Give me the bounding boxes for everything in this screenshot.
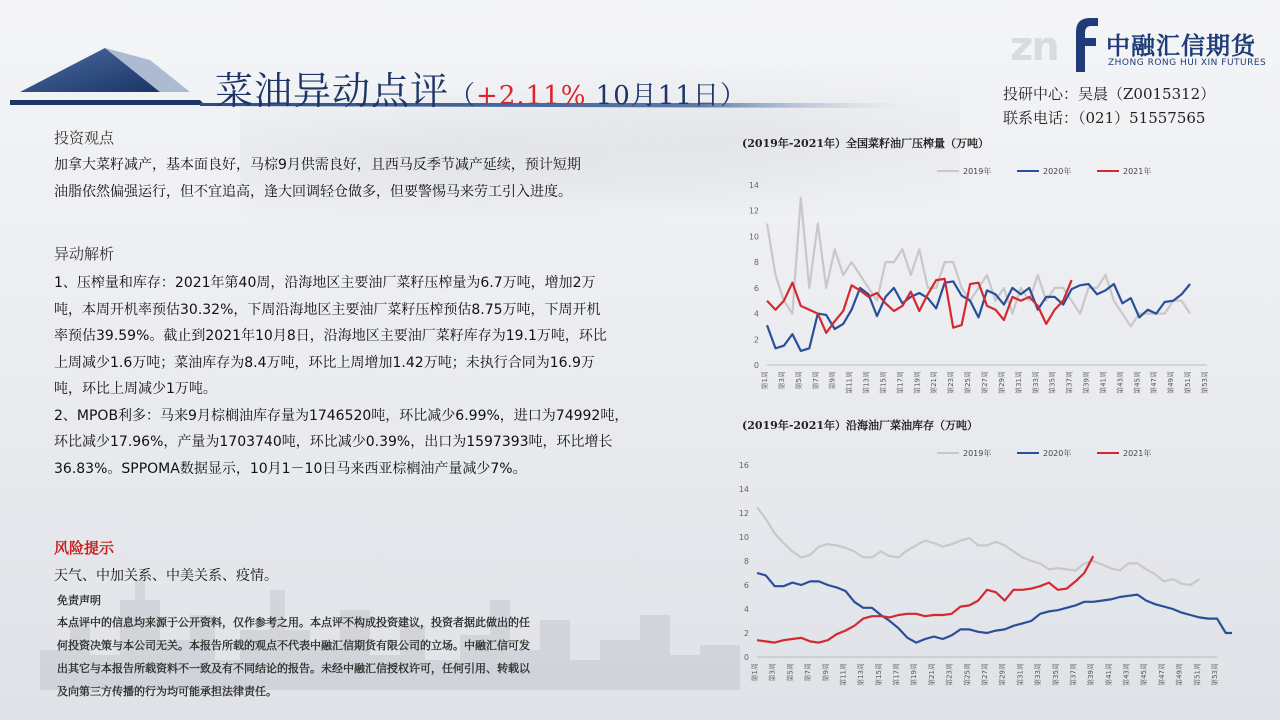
disclaimer-heading: 免责声明 — [57, 594, 101, 607]
x-tick-label: 第3周 — [777, 371, 786, 390]
oil-inventory-chart — [732, 417, 1232, 707]
series-line — [767, 279, 1072, 333]
x-tick-label: 第21周 — [927, 663, 936, 686]
x-tick-label: 第29周 — [998, 663, 1007, 686]
disclaimer-line: 本点评中的信息均来源于公开资料，仅作参考之用。本点评不构成投资建议，投资者据此做出的任 — [57, 616, 530, 629]
legend-label: 2019年 — [963, 449, 992, 458]
x-tick-label: 第49周 — [1175, 663, 1184, 686]
logo-zn-mark: zn — [1010, 24, 1058, 70]
x-tick-label: 第27周 — [981, 663, 989, 686]
x-tick-label: 第17周 — [892, 663, 901, 686]
price-change: +2.11% — [476, 81, 587, 111]
risk-heading: 风险提示 — [54, 539, 115, 557]
phone-line: 联系电话：（021）51557565 — [1003, 109, 1206, 127]
legend-label: 2019年 — [963, 167, 992, 176]
x-tick-label: 第49周 — [1167, 371, 1176, 394]
y-tick-label: 2 — [753, 335, 759, 345]
analysis-line: 吨，本周开机率预估30.32%，下周沿海地区主要油厂菜籽压榨预估8.75万吨，下周开机 — [54, 301, 601, 318]
x-tick-label: 第43周 — [1122, 663, 1131, 686]
contact-info — [1003, 82, 1215, 130]
legend-label: 2020年 — [1043, 167, 1072, 176]
series-line — [767, 281, 1190, 351]
x-tick-label: 第3周 — [768, 663, 777, 682]
x-tick-label: 第19周 — [913, 371, 922, 394]
y-tick-label: 6 — [753, 283, 759, 293]
y-tick-label: 10 — [748, 232, 759, 242]
x-tick-label: 第11周 — [839, 663, 848, 686]
x-tick-label: 第41周 — [1104, 663, 1113, 686]
analysis-line: 上周减少1.6万吨；菜油库存为8.4万吨，环比上周增加1.42万吨；未执行合同为16.9万 — [54, 354, 595, 371]
x-tick-label: 第15周 — [874, 663, 883, 686]
x-tick-label: 第1周 — [751, 663, 759, 682]
x-tick-label: 第25周 — [963, 663, 972, 686]
y-tick-label: 4 — [743, 605, 749, 614]
x-tick-label: 第21周 — [930, 371, 939, 394]
y-tick-label: 12 — [748, 206, 759, 216]
x-tick-label: 第37周 — [1069, 663, 1078, 686]
x-tick-label: 第47周 — [1157, 663, 1166, 686]
y-tick-label: 4 — [753, 309, 759, 319]
oil-inventory-plot — [732, 417, 1232, 707]
y-tick-label: 14 — [748, 181, 759, 190]
logo-name-cn: 中融汇信期货 — [1106, 32, 1256, 60]
x-tick-label: 第51周 — [1193, 663, 1202, 686]
x-tick-label: 第45周 — [1133, 371, 1142, 394]
analysis-heading: 异动解析 — [54, 245, 115, 263]
y-tick-label: 6 — [743, 581, 749, 590]
y-tick-label: 10 — [738, 533, 749, 542]
researcher-line: 投研中心：吴晨（Z0015312） — [1003, 85, 1216, 103]
x-tick-label: 第9周 — [828, 371, 837, 390]
x-tick-label: 第43周 — [1116, 371, 1125, 394]
x-tick-label: 第47周 — [1150, 371, 1159, 394]
x-tick-label: 第51周 — [1184, 371, 1193, 394]
legend-label: 2021年 — [1123, 449, 1152, 458]
crush-volume-plot — [732, 135, 1232, 400]
y-tick-label: 2 — [743, 629, 749, 638]
series-line — [757, 507, 1199, 585]
legend-label: 2020年 — [1043, 449, 1072, 458]
y-tick-label: 12 — [738, 509, 749, 518]
legend-label: 2021年 — [1123, 167, 1152, 176]
x-tick-label: 第5周 — [786, 663, 795, 682]
x-tick-label: 第25周 — [964, 371, 973, 394]
analysis-line: 36.83%。SPPOMA数据显示，10月1－10日马来西亚棕榈油产量减少7%。 — [54, 460, 527, 477]
x-tick-label: 第33周 — [1034, 663, 1043, 686]
x-tick-label: 第29周 — [997, 371, 1006, 394]
x-tick-label: 第31周 — [1014, 371, 1023, 394]
y-tick-label: 0 — [743, 653, 749, 662]
views-line: 加拿大菜籽减产，基本面良好，马棕9月供需良好，且西马反季节减产延续，预计短期 — [54, 157, 581, 173]
views-heading: 投资观点 — [54, 129, 115, 147]
views-line: 油脂依然偏强运行，但不宜追高，逢大回调轻仓做多，但要警惕马来劳工引入进度。 — [54, 183, 572, 200]
x-tick-label: 第37周 — [1065, 371, 1074, 394]
x-tick-label: 第1周 — [761, 371, 769, 390]
title-paren-close: ） — [719, 81, 747, 111]
x-tick-label: 第53周 — [1201, 371, 1209, 394]
page-title — [215, 60, 747, 115]
chart-title: (2019年-2021年）沿海油厂菜油库存（万吨） — [742, 419, 978, 432]
disclaimer-line: 何投资决策与本公司无关。本报告所载的观点不代表中融汇信期货有限公司的立场。中融汇信可发 — [57, 639, 530, 652]
series-line — [757, 573, 1232, 643]
analysis-line: 2、MPOB利多：马来9月棕榈油库存量为1746520吨，环比减少6.99%，进口为74992吨， — [54, 407, 629, 424]
logo-name-en: ZHONG RONG HUI XIN FUTURES — [1108, 58, 1267, 68]
chart-title: (2019年-2021年）全国菜籽油厂压榨量（万吨） — [742, 137, 989, 150]
y-tick-label: 8 — [753, 258, 759, 268]
x-tick-label: 第11周 — [845, 371, 854, 394]
x-tick-label: 第5周 — [794, 371, 803, 390]
x-tick-label: 第9周 — [821, 663, 830, 682]
x-tick-label: 第45周 — [1140, 663, 1149, 686]
crush-volume-chart — [732, 135, 1232, 400]
analysis-line: 1、压榨量和库存：2021年第40周，沿海地区主要油厂菜籽压榨量为6.7万吨，增加2万 — [54, 275, 596, 291]
analysis-line: 率预估39.59%。截止到2021年10月8日，沿海地区主要油厂菜籽库存为19.1万吨，环比 — [54, 328, 607, 344]
x-tick-label: 第39周 — [1082, 371, 1091, 394]
y-tick-label: 16 — [738, 461, 749, 470]
y-tick-label: 8 — [743, 557, 749, 566]
title-text: 菜油异动点评 — [215, 69, 450, 113]
series-line — [757, 556, 1093, 642]
title-paren-open: （ — [449, 81, 477, 111]
x-tick-label: 第7周 — [804, 663, 813, 682]
x-tick-label: 第35周 — [1051, 663, 1060, 686]
x-tick-label: 第15周 — [879, 371, 888, 394]
disclaimer-line: 出其它与本报告所载资料不一致及有不同结论的报告。未经中融汇信授权许可，任何引用、转载以 — [57, 662, 530, 675]
y-tick-label: 14 — [738, 485, 749, 494]
x-tick-label: 第41周 — [1099, 371, 1108, 394]
risk-text: 天气、中加关系、中美关系、疫情。 — [54, 568, 278, 584]
analysis-line: 吨，环比上周减少1万吨。 — [54, 381, 217, 397]
x-tick-label: 第23周 — [947, 371, 956, 394]
x-tick-label: 第39周 — [1087, 663, 1096, 686]
views-body — [54, 152, 581, 205]
x-tick-label: 第13周 — [857, 663, 866, 686]
disclaimer-line: 及向第三方传播的行为均可能承担法律责任。 — [57, 685, 277, 698]
x-tick-label: 第31周 — [1016, 663, 1025, 686]
company-logo — [1010, 14, 1270, 74]
x-tick-label: 第53周 — [1211, 663, 1219, 686]
x-tick-label: 第23周 — [945, 663, 954, 686]
report-date: 10月11日 — [586, 81, 720, 111]
series-line — [767, 198, 1190, 327]
x-tick-label: 第13周 — [862, 371, 871, 394]
x-tick-label: 第19周 — [910, 663, 919, 686]
y-tick-label: 0 — [753, 361, 759, 370]
x-tick-label: 第33周 — [1031, 371, 1040, 394]
x-tick-label: 第17周 — [896, 371, 905, 394]
analysis-line: 环比减少17.96%，产量为1703740吨，环比减少0.39%，出口为1597393吨，环比增长 — [54, 434, 613, 450]
x-tick-label: 第7周 — [811, 371, 820, 390]
x-tick-label: 第35周 — [1048, 371, 1057, 394]
logo-f-icon — [1066, 14, 1100, 72]
x-tick-label: 第27周 — [981, 371, 989, 394]
analysis-body — [54, 270, 628, 482]
